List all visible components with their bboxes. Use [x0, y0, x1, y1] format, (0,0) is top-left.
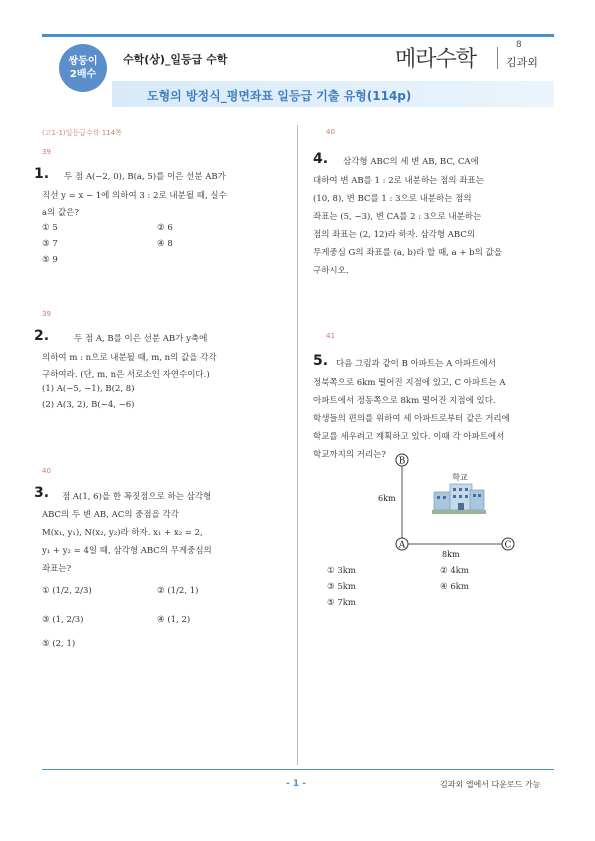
top-rule: [42, 34, 554, 37]
question-text-line: 의하여 m : n으로 내분될 때, m, n의 값을 각각: [42, 353, 217, 363]
choice-5[interactable]: ⑤ 9: [42, 255, 58, 265]
question-text-line: 아파트에서 정동쪽으로 8km 떨어진 지점에 있다.: [313, 396, 496, 406]
question-text-line: M(x₁, y₁), N(x₂, y₂)라 하자. x₁ + x₂ = 2,: [42, 528, 203, 538]
question-text-line: 학생들의 편의를 위하여 세 아파트로부터 같은 거리에: [313, 414, 510, 424]
question-text-line: 무게중심 G의 좌표를 (a, b)라 할 때, a + b의 값을: [313, 248, 502, 258]
question-text-line: 학교까지의 거리는?: [313, 450, 386, 460]
question-number: 5.: [313, 353, 329, 369]
brand-logo: 메라수학: [395, 47, 477, 72]
question-text-line: 다음 그림과 같이 B 아파트는 A 아파트에서: [336, 359, 496, 369]
question-text-line: 직선 y = x − 1에 의하여 3 : 2로 내분될 때, 실수: [42, 191, 227, 201]
point-b-label: B: [398, 456, 406, 467]
question-text-line: 정북쪽으로 6km 떨어진 지점에 있고, C 아파트는 A: [313, 378, 506, 388]
question-text-line: (2) A(3, 2), B(−4, −6): [42, 400, 135, 410]
badge-line2: 2배수: [69, 69, 97, 80]
choice-5[interactable]: ⑤ (2, 1): [42, 639, 76, 649]
apartment-figure: [360, 448, 530, 563]
column-divider: [297, 125, 298, 765]
question-number: 2.: [34, 328, 50, 344]
twin-badge: [59, 44, 107, 92]
school-icon: [432, 484, 486, 514]
choice-1[interactable]: ① 3km: [327, 566, 356, 576]
choice-4[interactable]: ④ 6km: [440, 582, 469, 592]
question-text-line: (1) A(−5, −1), B(2, 8): [42, 384, 135, 394]
choice-1[interactable]: ① (1/2, 2/3): [42, 586, 92, 596]
question-number: 3.: [34, 485, 50, 501]
distance-ac-label: 8km: [442, 550, 460, 559]
question-text-line: 구하여라. (단, m, n은 서로소인 자연수이다.): [42, 370, 210, 380]
source-page: 40: [326, 128, 335, 136]
question-text-line: (10, 8), 변 BC를 1 : 3으로 내분하는 점의: [313, 194, 472, 204]
question-number: 4.: [313, 151, 329, 167]
page-title: 도형의 방정식_평면좌표 일등급 기출 유형(114p): [147, 89, 412, 103]
distance-ab-label: 6km: [378, 494, 396, 503]
question-text-line: 점의 좌표는 (2, 12)라 하자. 삼각형 ABC의: [313, 230, 476, 240]
bottom-rule: [42, 769, 554, 770]
source-page: 39: [42, 310, 51, 318]
question-text-line: 구하시오.: [313, 266, 349, 276]
choice-4[interactable]: ④ 8: [157, 239, 173, 249]
choice-3[interactable]: ③ 5km: [327, 582, 356, 592]
choice-2[interactable]: ② 4km: [440, 566, 469, 576]
question-text-line: 점 A(1, 6)을 한 꼭짓점으로 하는 삼각형: [62, 492, 212, 502]
choice-3[interactable]: ③ 7: [42, 239, 58, 249]
choice-1[interactable]: ① 5: [42, 223, 58, 233]
question-text-line: 좌표는 (5, −3), 변 CA를 2 : 3으로 내분하는: [313, 212, 482, 222]
question-text-line: a의 값은?: [42, 208, 79, 218]
question-number: 1.: [34, 166, 50, 182]
question-text-line: 학교를 세우려고 계획하고 있다. 이때 각 아파트에서: [313, 432, 505, 442]
source-page: 40: [42, 467, 51, 475]
question-text-line: 두 점 A, B를 이은 선분 AB가 y축에: [74, 334, 208, 344]
badge-line1: 쌍둥이: [68, 56, 98, 67]
logo-mark-icon: 8: [516, 40, 522, 50]
choice-2[interactable]: ② 6: [157, 223, 173, 233]
subject-label: 수학(상)_일등급 수학: [123, 53, 228, 66]
school-label: 학교: [452, 473, 468, 482]
choice-2[interactable]: ② (1/2, 1): [157, 586, 199, 596]
choice-4[interactable]: ④ (1, 2): [157, 615, 191, 625]
question-text-line: 두 점 A(−2, 0), B(a, 5)를 이은 선분 AB가: [64, 172, 226, 182]
choice-5[interactable]: ⑤ 7km: [327, 598, 356, 608]
source-ref: (고1-1)일등급수학 114쪽: [42, 129, 122, 137]
question-text-line: y₁ + y₂ = 4일 때, 삼각형 ABC의 무게중심의: [42, 546, 212, 556]
logo-divider: [497, 47, 498, 69]
point-a-label: A: [398, 540, 406, 551]
source-page: 41: [326, 332, 335, 340]
source-page: 39: [42, 148, 51, 156]
page-number: - 1 -: [286, 779, 306, 789]
choice-3[interactable]: ③ (1, 2/3): [42, 615, 84, 625]
question-text-line: 대하여 변 AB를 1 : 2로 내분하는 점의 좌표는: [313, 176, 484, 186]
brand-logo-sub: 김과외: [506, 56, 538, 69]
question-text-line: 삼각형 ABC의 세 변 AB, BC, CA에: [343, 157, 479, 167]
download-note: 김과외 앱에서 다운로드 가능: [440, 780, 541, 789]
point-c-label: C: [504, 540, 512, 551]
question-text-line: 좌표는?: [42, 564, 72, 574]
question-text-line: ABC의 두 변 AB, AC의 중점을 각각: [42, 510, 179, 520]
